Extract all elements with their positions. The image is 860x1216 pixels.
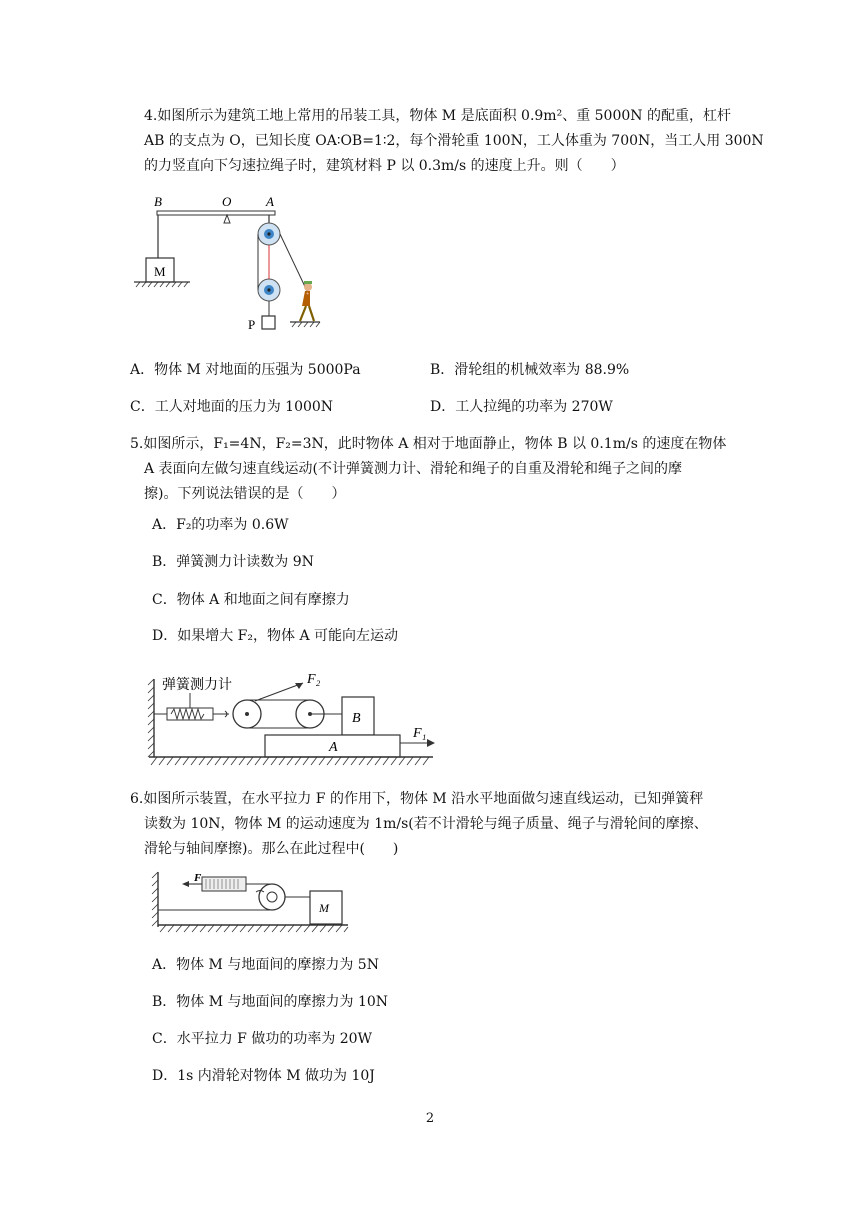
q4-label-P: P <box>248 317 256 332</box>
page-number: 2 <box>425 1111 435 1126</box>
q6-option-C: C．水平拉力 F 做功的功率为 20W <box>152 1031 372 1047</box>
fulcrum <box>224 215 230 223</box>
q5-option-A: A．F₂的功率为 0.6W <box>152 517 289 533</box>
q4-label-O: O <box>222 194 232 209</box>
q5-label-A: A <box>329 740 338 755</box>
q4-option-C: C．工人对地面的压力为 1000N <box>130 399 334 415</box>
q5-stem-line3: 擦)。下列说法错误的是（ ） <box>144 486 346 502</box>
q5-stem-line2: A 表面向左做匀速直线运动(不计弹簧测力计、滑轮和绳子的自重及滑轮和绳子之间的摩 <box>144 461 683 477</box>
q5-label-F2: F₂ <box>307 672 321 687</box>
q6-spring-balance <box>202 877 246 891</box>
q5-figure-spring-scale <box>145 665 440 773</box>
block-P <box>262 316 275 329</box>
q5-label-B: B <box>352 711 361 726</box>
q6-stem-line1: 6.如图所示装置，在水平拉力 F 的作用下，物体 M 沿水平地面做匀速直线运动，已知弹簧秤 <box>130 791 704 807</box>
q4-label-B: B <box>154 194 162 209</box>
q6-option-D: D．1s 内滑轮对物体 M 做功为 10J <box>152 1068 375 1084</box>
q4-figure-lever-pulley <box>130 190 330 340</box>
q5-spring-label: 弹簧测力计 <box>162 677 232 693</box>
lever-bar <box>157 211 275 215</box>
q4-option-D: D．工人拉绳的功率为 270W <box>430 399 613 415</box>
q5-option-B: B．弹簧测力计读数为 9N <box>152 554 314 570</box>
q5-option-C: C．物体 A 和地面之间有摩擦力 <box>152 592 350 608</box>
q4-stem-line2: AB 的支点为 O，已知长度 OA∶OB=1∶2，每个滑轮重 100N，工人体重为 700N，当工人用 300N <box>144 133 764 149</box>
q4-label-A: A <box>266 194 274 209</box>
q4-stem-line1: 4.如图所示为建筑工地上常用的吊装工具，物体 M 是底面积 0.9m²、重 5000N 的配重，杠杆 <box>144 108 731 124</box>
q6-figure-pulley <box>150 870 355 938</box>
q5-option-D: D．如果增大 F₂，物体 A 可能向左运动 <box>152 628 399 644</box>
q6-option-A: A．物体 M 与地面间的摩擦力为 5N <box>152 957 379 973</box>
q6-option-B: B．物体 M 与地面间的摩擦力为 10N <box>152 994 389 1010</box>
q6-label-F: F <box>194 872 202 884</box>
q6-stem-line3: 滑轮与轴间摩擦)。那么在此过程中( ) <box>144 841 399 857</box>
q5-label-F1: F₁ <box>413 726 427 741</box>
q5-stem-line1: 5.如图所示，F₁=4N，F₂=3N，此时物体 A 相对于地面静止，物体 B 以 0.1m/s 的速度在物体 <box>130 436 727 452</box>
q4-option-A: A．物体 M 对地面的压强为 5000Pa <box>130 362 361 378</box>
worker-icon <box>300 281 314 321</box>
q4-option-B: B．滑轮组的机械效率为 88.9% <box>430 362 630 378</box>
q4-label-M: M <box>154 264 166 279</box>
q4-stem-line3: 的力竖直向下匀速拉绳子时，建筑材料 P 以 0.3m/s 的速度上升。则（ ） <box>144 158 625 174</box>
q6-label-M: M <box>319 901 329 915</box>
q6-stem-line2: 读数为 10N，物体 M 的运动速度为 1m/s(若不计滑轮与绳子质量、绳子与滑轮间的摩擦、 <box>144 816 708 832</box>
